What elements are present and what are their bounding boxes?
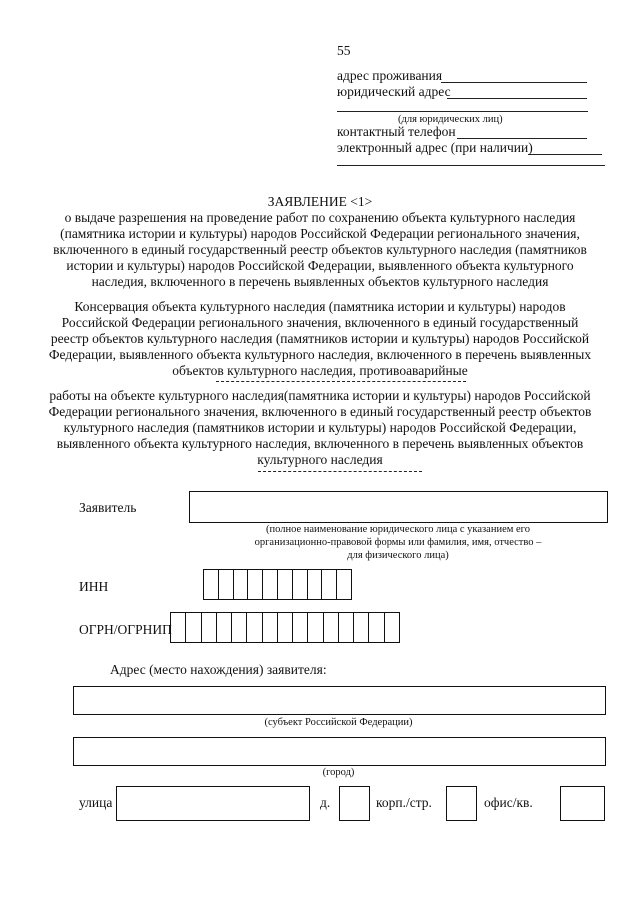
- email-field-2[interactable]: [337, 165, 605, 166]
- office-field[interactable]: [560, 786, 605, 821]
- house-label: д.: [320, 795, 331, 810]
- applicant-hint: (полное наименование юридического лица с указанием его организационно-правовой формы или фамилия, имя, отчество – для физического лица): [254, 524, 542, 561]
- office-label: офис/кв.: [484, 795, 533, 810]
- building-label: корп./стр.: [376, 795, 432, 810]
- work-type-divider: [216, 381, 466, 382]
- work-type-text: Консервация объекта культурного наследия (памятника истории и культуры) народов Российской Федерации регионального значения, включенного в единый государственный реестр объектов культурного наследия (памятников истории и культуры) народов Российской Федерации, выявленного объекта культурного наследия, включенного в перечень выявленных объектов культурного наследия, противоаварийные: [48, 299, 592, 378]
- phone-field[interactable]: [457, 138, 587, 139]
- applicant-field[interactable]: [189, 491, 608, 523]
- city-field[interactable]: [73, 737, 606, 766]
- street-label: улица: [79, 795, 113, 810]
- legal-note: (для юридических лиц): [398, 114, 503, 125]
- city-hint: (город): [322, 767, 355, 778]
- region-hint: (субъект Российской Федерации): [264, 717, 413, 728]
- region-field[interactable]: [73, 686, 606, 715]
- inn-label: ИНН: [79, 579, 109, 594]
- email-field[interactable]: [528, 154, 602, 155]
- building-field[interactable]: [446, 786, 477, 821]
- ogrn-label: ОГРН/ОГРНИП: [79, 622, 172, 637]
- house-field[interactable]: [339, 786, 370, 821]
- applicant-label: Заявитель: [79, 500, 137, 515]
- street-field[interactable]: [116, 786, 310, 821]
- page-number: 55: [337, 43, 351, 58]
- work-object-text: работы на объекте культурного наследия(памятника истории и культуры) народов Российской Федерации регионального значения, включенного в единый государственный реестр объектов культурного наследия (памятников истории и культуры) народов Российской Федерации, выявленного объекта культурного наследия, включенного в перечень выявленных объектов культурного наследия: [48, 388, 592, 467]
- document-subtitle: о выдаче разрешения на проведение работ по сохранению объекта культурного наследия (памятника истории и культуры) народов Российской Федерации регионального значения, включенного в единый государственный реестр объектов культурного наследия (памятников истории и культуры) народов Российской Федерации, выявленного объекта культурного наследия, включенного в перечень выявленных объектов культурного наследия: [53, 210, 587, 289]
- address-residence-label: адрес проживания: [337, 68, 443, 83]
- legal-address-field[interactable]: [447, 98, 587, 99]
- email-label: электронный адрес (при наличии): [337, 140, 533, 155]
- inn-cells[interactable]: [203, 569, 352, 600]
- document-title: ЗАЯВЛЕНИЕ <1>: [267, 194, 373, 209]
- phone-label: контактный телефон: [337, 124, 456, 139]
- address-heading: Адрес (место нахождения) заявителя:: [110, 662, 327, 677]
- legal-address-field-2[interactable]: [337, 111, 588, 112]
- address-residence-field[interactable]: [441, 82, 587, 83]
- legal-address-label: юридический адрес: [337, 84, 451, 99]
- work-object-divider: [258, 471, 422, 472]
- ogrn-cells[interactable]: [170, 612, 400, 643]
